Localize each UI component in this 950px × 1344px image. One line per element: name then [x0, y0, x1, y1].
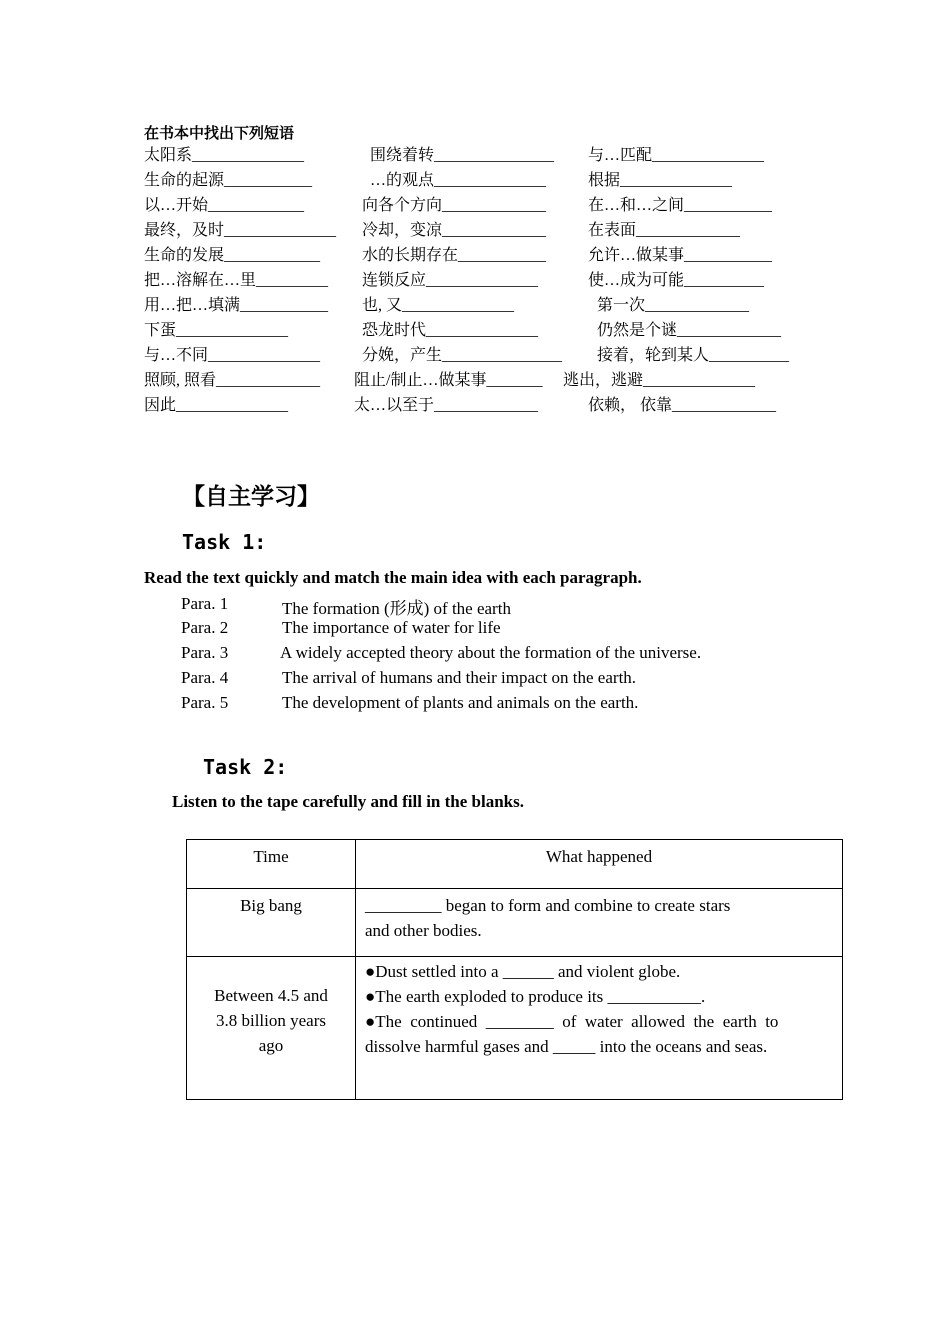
phrase-item: 恐龙时代______________	[362, 322, 539, 339]
phrase-item: 第一次_____________	[597, 297, 750, 314]
time-text: Between 4.5 and	[214, 986, 328, 1005]
phrases-header: 在书本中找出下列短语	[144, 124, 295, 142]
phrase-item: 最终，及时______________	[144, 222, 337, 239]
phrase-item: 以…开始____________	[144, 197, 305, 214]
phrase-item: 连锁反应______________	[362, 272, 539, 289]
para-label: Para. 5	[181, 693, 229, 712]
header-time: Time	[253, 847, 289, 866]
table-header-row	[187, 840, 843, 889]
phrase-item: 在…和…之间___________	[588, 197, 773, 214]
para-label: Para. 3	[181, 643, 229, 662]
table-row	[187, 889, 843, 957]
para-label: Para. 1	[181, 594, 229, 613]
phrase-item: 逃出，逃避______________	[563, 372, 756, 389]
task2-instruction: Listen to the tape carefully and fill in the blanks.	[172, 792, 524, 811]
timeline-table	[186, 839, 843, 1100]
section-title: 【自主学习】	[182, 484, 320, 510]
phrase-item: 太…以至于_____________	[354, 397, 539, 414]
event-line: and other bodies.	[365, 921, 482, 940]
time-text: Big bang	[240, 896, 302, 915]
event-bullet: ●Dust settled into a ______ and violent globe.	[365, 962, 681, 981]
phrase-item: 向各个方向_____________	[362, 197, 547, 214]
para-label: Para. 4	[181, 668, 229, 687]
phrase-item: 接着，轮到某人__________	[597, 347, 790, 364]
time-text: ago	[258, 1036, 284, 1055]
para-idea: The development of plants and animals on the earth.	[282, 693, 639, 712]
event-bullet: ●The continued ________ of water allowed the earth to	[365, 1012, 779, 1031]
phrase-item: 依赖， 依靠_____________	[588, 397, 777, 414]
phrase-item: 围绕着转_______________	[370, 147, 555, 164]
phrase-item: 允许…做某事___________	[588, 247, 773, 264]
task1-instruction: Read the text quickly and match the main idea with each paragraph.	[144, 568, 642, 587]
time-cell	[187, 957, 356, 1100]
phrase-item: 在表面_____________	[588, 222, 741, 239]
para-label: Para. 2	[181, 618, 229, 637]
event-cell	[356, 889, 843, 957]
phrase-item: 根据______________	[588, 172, 733, 189]
header-what: What happened	[545, 847, 653, 866]
phrase-item: 阻止/制止…做某事_______	[354, 372, 543, 389]
phrase-item: 分娩，产生_______________	[362, 347, 563, 364]
phrase-item: 与…不同______________	[144, 347, 321, 364]
event-bullet: ●The earth exploded to produce its ___________.	[365, 987, 706, 1006]
phrase-item: 使…成为可能__________	[588, 272, 765, 289]
para-idea: The formation (形成) of the earth	[282, 599, 511, 618]
task1-title: Task 1:	[182, 530, 267, 554]
phrase-item: 仍然是个谜_____________	[597, 322, 782, 339]
phrase-item: 下蛋______________	[144, 322, 289, 339]
phrase-item: 因此______________	[144, 397, 289, 414]
event-cell	[356, 957, 843, 1100]
phrase-item: 生命的起源___________	[144, 172, 313, 189]
phrase-item: 与…匹配______________	[588, 147, 765, 164]
para-idea: A widely accepted theory about the formation of the universe.	[280, 643, 702, 662]
header-what-cell	[356, 840, 843, 889]
time-cell	[187, 889, 356, 957]
phrase-item: 把…溶解在…里_________	[144, 272, 329, 289]
event-line: dissolve harmful gases and _____ into the oceans and seas.	[365, 1037, 768, 1056]
event-line: _________ began to form and combine to create stars	[365, 896, 731, 915]
task2-title: Task 2:	[203, 755, 288, 779]
phrase-item: 用…把…填满___________	[144, 297, 329, 314]
phrase-item: 冷却，变凉_____________	[362, 222, 547, 239]
table-row	[187, 957, 843, 1100]
phrase-item: 生命的发展____________	[144, 247, 321, 264]
phrase-item: 照顾, 照看_____________	[144, 372, 321, 389]
para-idea: The importance of water for life	[282, 618, 501, 637]
header-time-cell	[187, 840, 356, 889]
time-text: 3.8 billion years	[215, 1011, 326, 1030]
para-idea: The arrival of humans and their impact on the earth.	[282, 668, 637, 687]
phrase-item: …的观点______________	[370, 172, 547, 189]
phrase-item: 也, 又______________	[362, 297, 515, 314]
phrase-item: 水的长期存在___________	[362, 247, 547, 264]
phrase-item: 太阳系______________	[144, 147, 305, 164]
